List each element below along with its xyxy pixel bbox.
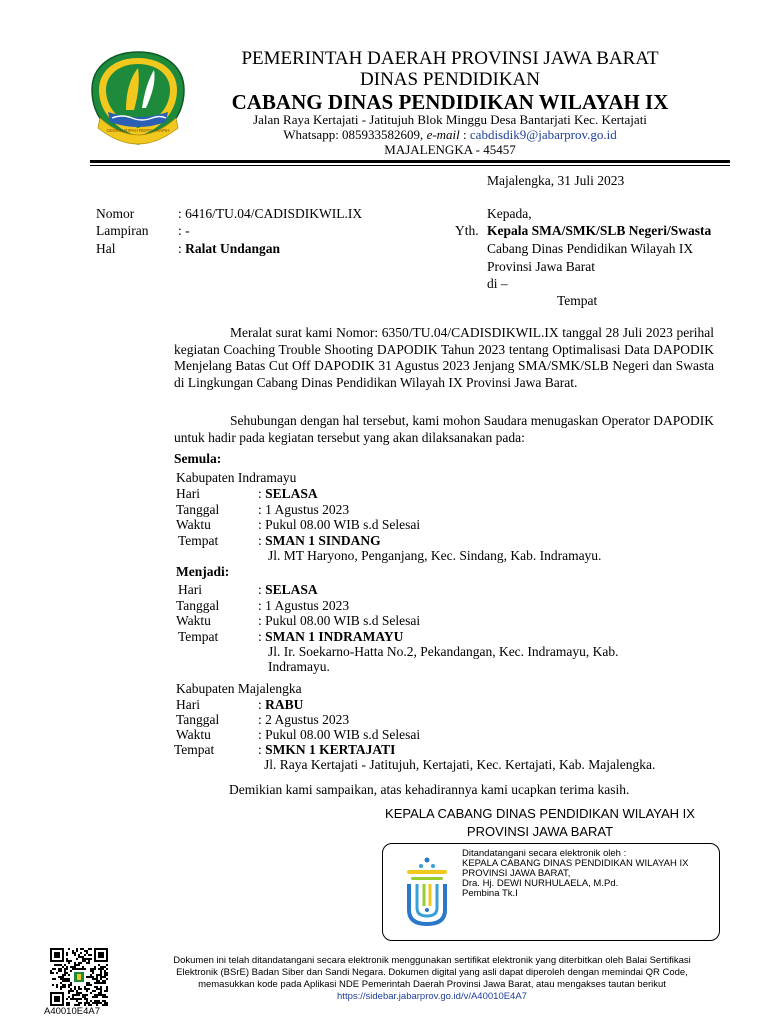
hal-value bbox=[178, 241, 280, 257]
sig-rank: Pembina Tk.I bbox=[462, 888, 518, 899]
menjadi-alamat-line2: Indramayu. bbox=[268, 659, 330, 674]
sig-signed-by: Ditandatangani secara elektronik oleh : bbox=[462, 848, 627, 859]
semula-tanggal-label: Tanggal bbox=[176, 502, 220, 517]
menjadi-tempat-label: Tempat bbox=[178, 629, 219, 644]
footer-line-3: memasukkan kode pada Aplikasi NDE Pemerintah Daerah Provinsi Jawa Barat, atau mengakses tautan berikut bbox=[198, 979, 666, 990]
semula-kabupaten: Kabupaten Indramayu bbox=[176, 470, 297, 485]
logo-motto: GEMAH RIPAH REPEH RAPIH bbox=[106, 128, 170, 133]
menjadi-hari: SELASA bbox=[265, 582, 318, 597]
qr-code-label: A40010E4A7 bbox=[44, 1006, 100, 1017]
header-address: Jalan Raya Kertajati - Jatitujuh Blok Minggu Desa Bantarjati Kec. Kertajati bbox=[253, 112, 647, 127]
header-city: MAJALENGKA - 45457 bbox=[384, 142, 516, 157]
body-paragraph-1 bbox=[174, 325, 714, 391]
majalengka-tempat-label: Tempat bbox=[174, 742, 215, 757]
menjadi-hari-value bbox=[258, 582, 318, 598]
menjadi-hari-label: Hari bbox=[178, 582, 202, 597]
semula-tanggal-value: : 1 Agustus 2023 bbox=[258, 502, 350, 517]
majalengka-hari-sep: : bbox=[258, 697, 262, 712]
hal-subject: Ralat Undangan bbox=[185, 241, 281, 256]
menjadi-tempat-sep: : bbox=[258, 629, 262, 644]
lampiran-label: Lampiran bbox=[96, 223, 149, 238]
signature-title-1: KEPALA CABANG DINAS PENDIDIKAN WILAYAH IX bbox=[385, 806, 695, 821]
menjadi-tanggal-label: Tanggal bbox=[176, 598, 220, 613]
majalengka-waktu-label: Waktu bbox=[176, 727, 211, 742]
hal-label: Hal bbox=[96, 241, 116, 256]
semula-title: Semula: bbox=[174, 451, 222, 466]
hal-separator: : bbox=[178, 241, 186, 256]
sig-province: PROVINSI JAWA BARAT, bbox=[462, 868, 571, 879]
semula-tempat: SMAN 1 SINDANG bbox=[265, 533, 381, 548]
semula-waktu-value: : Pukul 08.00 WIB s.d Selesai bbox=[258, 517, 421, 532]
menjadi-waktu-value: : Pukul 08.00 WIB s.d Selesai bbox=[258, 613, 421, 628]
body-paragraph-2 bbox=[174, 413, 714, 446]
lampiran-value: : - bbox=[178, 223, 190, 238]
semula-hari-sep: : bbox=[258, 486, 262, 501]
provincial-logo bbox=[86, 48, 190, 148]
footer-link[interactable]: https://sidebar.jabarprov.go.id/v/A40010E4A7 bbox=[337, 991, 527, 1002]
qr-code[interactable] bbox=[50, 948, 108, 1006]
electronic-signature-box bbox=[382, 843, 720, 941]
majalengka-tempat: SMKN 1 KERTAJATI bbox=[265, 742, 396, 757]
majalengka-alamat: Jl. Raya Kertajati - Jatitujuh, Kertajati, Kec. Kertajati, Kab. Majalengka. bbox=[264, 757, 656, 772]
menjadi-tanggal-value: : 1 Agustus 2023 bbox=[258, 598, 350, 613]
majalengka-hari: RABU bbox=[265, 697, 304, 712]
recipient-yth: Yth. bbox=[455, 223, 479, 238]
sig-position: KEPALA CABANG DINAS PENDIDIKAN WILAYAH IX bbox=[462, 858, 689, 869]
semula-tempat-sep: : bbox=[258, 533, 262, 548]
header-government: PEMERINTAH DAERAH PROVINSI JAWA BARAT bbox=[241, 48, 659, 69]
semula-hari: SELASA bbox=[265, 486, 318, 501]
menjadi-title: Menjadi: bbox=[176, 564, 230, 579]
nomor-label: Nomor bbox=[96, 206, 135, 221]
majalengka-tanggal-value: : 2 Agustus 2023 bbox=[258, 712, 350, 727]
majalengka-hari-label: Hari bbox=[176, 697, 200, 712]
body-paragraph-2-text: Sehubungan dengan hal tersebut, kami mohon Saudara menugaskan Operator DAPODIK untuk hadir pada kegiatan tersebut yang akan dilaksanakan pada: bbox=[174, 413, 714, 445]
signature-title-2: PROVINSI JAWA BARAT bbox=[466, 824, 614, 839]
footer-line-2: Elektronik (BSrE) Badan Siber dan Sandi Negara. Dokumen digital yang asli dapat diperoleh dengan memindai QR Code, bbox=[176, 967, 688, 978]
majalengka-tanggal-label: Tanggal bbox=[176, 712, 220, 727]
recipient-kepada: Kepada, bbox=[487, 206, 532, 221]
email-link[interactable]: cabdisdik9@jabarprov.go.id bbox=[469, 127, 617, 142]
semula-tempat-label: Tempat bbox=[178, 533, 219, 548]
header-rule-thin bbox=[90, 165, 730, 166]
bsre-seal-icon bbox=[399, 854, 455, 930]
header-department: DINAS PENDIDIKAN bbox=[360, 69, 540, 90]
semula-waktu-label: Waktu bbox=[176, 517, 211, 532]
semula-alamat: Jl. MT Haryono, Penganjang, Kec. Sindang, Kab. Indramayu. bbox=[268, 548, 602, 563]
semula-hari-value bbox=[258, 486, 318, 502]
footer-line-1: Dokumen ini telah ditandatangani secara elektronik menggunakan sertifikat elektronik yang diterbitkan oleh Balai Sertifikasi bbox=[173, 955, 691, 966]
majalengka-hari-value bbox=[258, 697, 303, 713]
recipient-line2: Cabang Dinas Pendidikan Wilayah IX bbox=[487, 241, 694, 256]
majalengka-tempat-sep: : bbox=[258, 742, 262, 757]
majalengka-waktu-value: : Pukul 08.00 WIB s.d Selesai bbox=[258, 727, 421, 742]
menjadi-tempat-value bbox=[258, 629, 403, 645]
closing-sentence: Demikian kami sampaikan, atas kehadirannya kami ucapkan terima kasih. bbox=[229, 782, 630, 797]
letter-date: Majalengka, 31 Juli 2023 bbox=[487, 173, 625, 188]
header-rule-thick bbox=[90, 160, 730, 163]
email-label: e-mail bbox=[426, 127, 460, 142]
majalengka-kabupaten: Kabupaten Majalengka bbox=[176, 681, 302, 696]
menjadi-alamat-line1: Jl. Ir. Soekarno-Hatta No.2, Pekandangan, Kec. Indramayu, Kab. bbox=[268, 644, 619, 659]
recipient-line5: Tempat bbox=[557, 293, 598, 308]
body-paragraph-1-text: Meralat surat kami Nomor: 6350/TU.04/CADISDIKWIL.IX tanggal 28 Juli 2023 perihal kegiatan Coaching Trouble Shooting DAPODIK Tahun 2023 tentang Optimalisasi Data DAPODIK Menjelang Batas Cut Off DAPODIK 31 Agustus 2023 Jenjang SMA/SMK/SLB Negeri dan Swasta di Lingkungan Cabang Dinas Pendidikan Wilayah IX Provinsi Jawa Barat. bbox=[174, 325, 714, 390]
recipient-line3: Provinsi Jawa Barat bbox=[487, 259, 595, 274]
menjadi-hari-sep: : bbox=[258, 582, 262, 597]
menjadi-tempat: SMAN 1 INDRAMAYU bbox=[265, 629, 404, 644]
semula-hari-label: Hari bbox=[176, 486, 200, 501]
menjadi-waktu-label: Waktu bbox=[176, 613, 211, 628]
sig-name: Dra. Hj. DEWI NURHULAELA, M.Pd. bbox=[462, 878, 619, 889]
majalengka-tempat-value bbox=[258, 742, 395, 758]
recipient-line4: di – bbox=[487, 276, 508, 291]
nomor-value: : 6416/TU.04/CADISDIKWIL.IX bbox=[178, 206, 363, 221]
recipient-name: Kepala SMA/SMK/SLB Negeri/Swasta bbox=[487, 223, 712, 238]
email-separator: : bbox=[463, 127, 467, 142]
whatsapp-number: Whatsapp: 085933582609, bbox=[283, 127, 424, 142]
header-contact bbox=[200, 127, 700, 143]
header-branch: CABANG DINAS PENDIDIKAN WILAYAH IX bbox=[231, 90, 669, 114]
semula-tempat-value bbox=[258, 533, 381, 549]
